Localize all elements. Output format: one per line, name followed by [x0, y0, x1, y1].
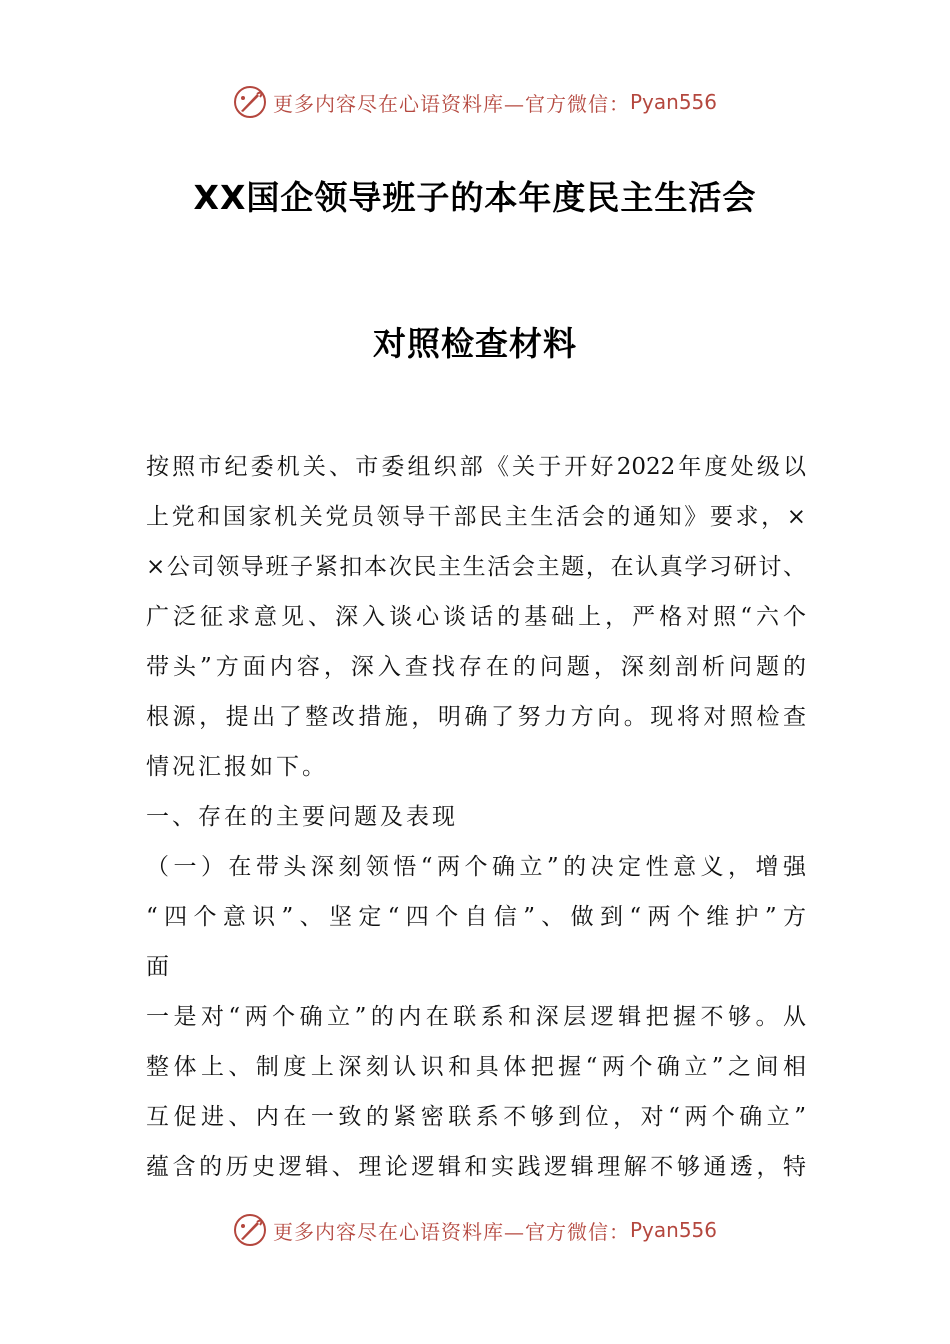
- body-line: 蕴含的历史逻辑、理论逻辑和实践逻辑理解不够通透，特: [146, 1154, 806, 1180]
- watermark-wechat-id: Pyan556: [629, 90, 717, 114]
- watermark-text: 更多内容尽在心语资料库—官方微信：: [272, 1219, 630, 1244]
- watermark-footer: [0, 1208, 950, 1252]
- watermark-text: 更多内容尽在心语资料库—官方微信：: [272, 91, 630, 116]
- watermark-wechat-id: Pyan556: [629, 1218, 717, 1242]
- body-line: 根源，提出了整改措施，明确了努力方向。现将对照检查: [146, 704, 806, 730]
- subsection-heading: （一）在带头深刻领悟“两个确立”的决定性意义，增强: [146, 854, 806, 880]
- body-line: 整体上、制度上深刻认识和具体把握“两个确立”之间相: [146, 1054, 806, 1080]
- document-title-line-2: 对照检查材料: [373, 324, 577, 363]
- body-line: 情况汇报如下。: [146, 754, 328, 780]
- document-title-line-1: XX国企领导班子的本年度民主生活会: [193, 178, 757, 217]
- body-line: 按照市纪委机关、市委组织部《关于开好2022年度处级以: [146, 454, 806, 480]
- section-heading: 一、存在的主要问题及表现: [146, 804, 458, 830]
- document-body: [146, 442, 806, 1192]
- body-line: 互促进、内在一致的紧密联系不够到位，对“两个确立”: [146, 1104, 806, 1130]
- body-line: 广泛征求意见、深入谈心谈话的基础上，严格对照“六个: [146, 604, 806, 630]
- watermark-header: [0, 80, 950, 124]
- body-line: 一是对“两个确立”的内在联系和深层逻辑把握不够。从: [146, 1004, 806, 1030]
- subsection-heading: “四个意识”、坚定“四个自信”、做到“两个维护”方: [146, 904, 806, 930]
- body-line: ×公司领导班子紧扣本次民主生活会主题，在认真学习研讨、: [146, 554, 806, 580]
- body-line: 上党和国家机关党员领导干部民主生活会的通知》要求，×: [146, 504, 806, 530]
- subsection-heading: 面: [146, 954, 172, 980]
- body-line: 带头”方面内容，深入查找存在的问题，深刻剖析问题的: [146, 654, 806, 680]
- quill-pen-logo-icon: [233, 1213, 267, 1247]
- quill-pen-logo-icon: [233, 85, 267, 119]
